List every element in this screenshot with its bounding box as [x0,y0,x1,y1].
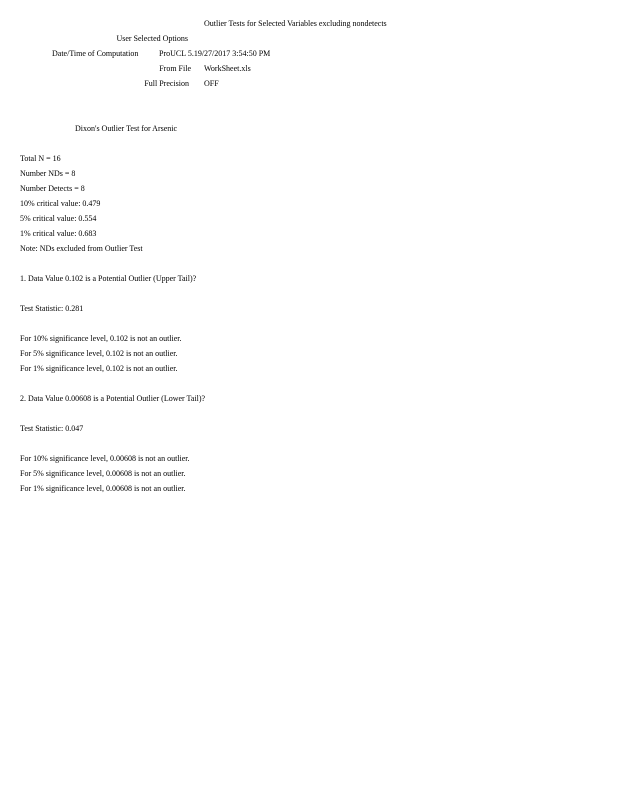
result-2-question: 2. Data Value 0.00608 is a Potential Outlier (Lower Tail)? [20,394,206,403]
option-value-from-file: WorkSheet.xls [204,64,251,73]
summary-critical-5: 5% critical value: 0.554 [20,214,97,223]
option-label-from-file: From File [159,64,191,73]
summary-note: Note: NDs excluded from Outlier Test [20,244,143,253]
report-title: Outlier Tests for Selected Variables excluding nondetects [204,19,387,28]
result-1-conclusion-1: For 1% significance level, 0.102 is not an outlier. [20,364,178,373]
option-value-full-precision: OFF [204,79,219,88]
option-label-full-precision: Full Precision [144,79,189,88]
result-1-question: 1. Data Value 0.102 is a Potential Outlier (Upper Tail)? [20,274,197,283]
summary-critical-1: 1% critical value: 0.683 [20,229,97,238]
summary-critical-10: 10% critical value: 0.479 [20,199,101,208]
summary-number-nds: Number NDs = 8 [20,169,76,178]
result-2-conclusion-10: For 10% significance level, 0.00608 is not an outlier. [20,454,190,463]
option-value-datetime: ProUCL 5.19/27/2017 3:54:50 PM [159,49,271,58]
result-2-conclusion-5: For 5% significance level, 0.00608 is not an outlier. [20,469,186,478]
result-2-conclusion-1: For 1% significance level, 0.00608 is not an outlier. [20,484,186,493]
result-1-conclusion-5: For 5% significance level, 0.102 is not an outlier. [20,349,178,358]
result-1-conclusion-10: For 10% significance level, 0.102 is not an outlier. [20,334,182,343]
option-label-datetime: Date/Time of Computation [52,49,139,58]
options-heading: User Selected Options [116,34,188,43]
result-2-statistic: Test Statistic: 0.047 [20,424,84,433]
result-1-statistic: Test Statistic: 0.281 [20,304,84,313]
test-title: Dixon's Outlier Test for Arsenic [75,124,178,133]
summary-total-n: Total N = 16 [20,154,61,163]
summary-number-detects: Number Detects = 8 [20,184,85,193]
